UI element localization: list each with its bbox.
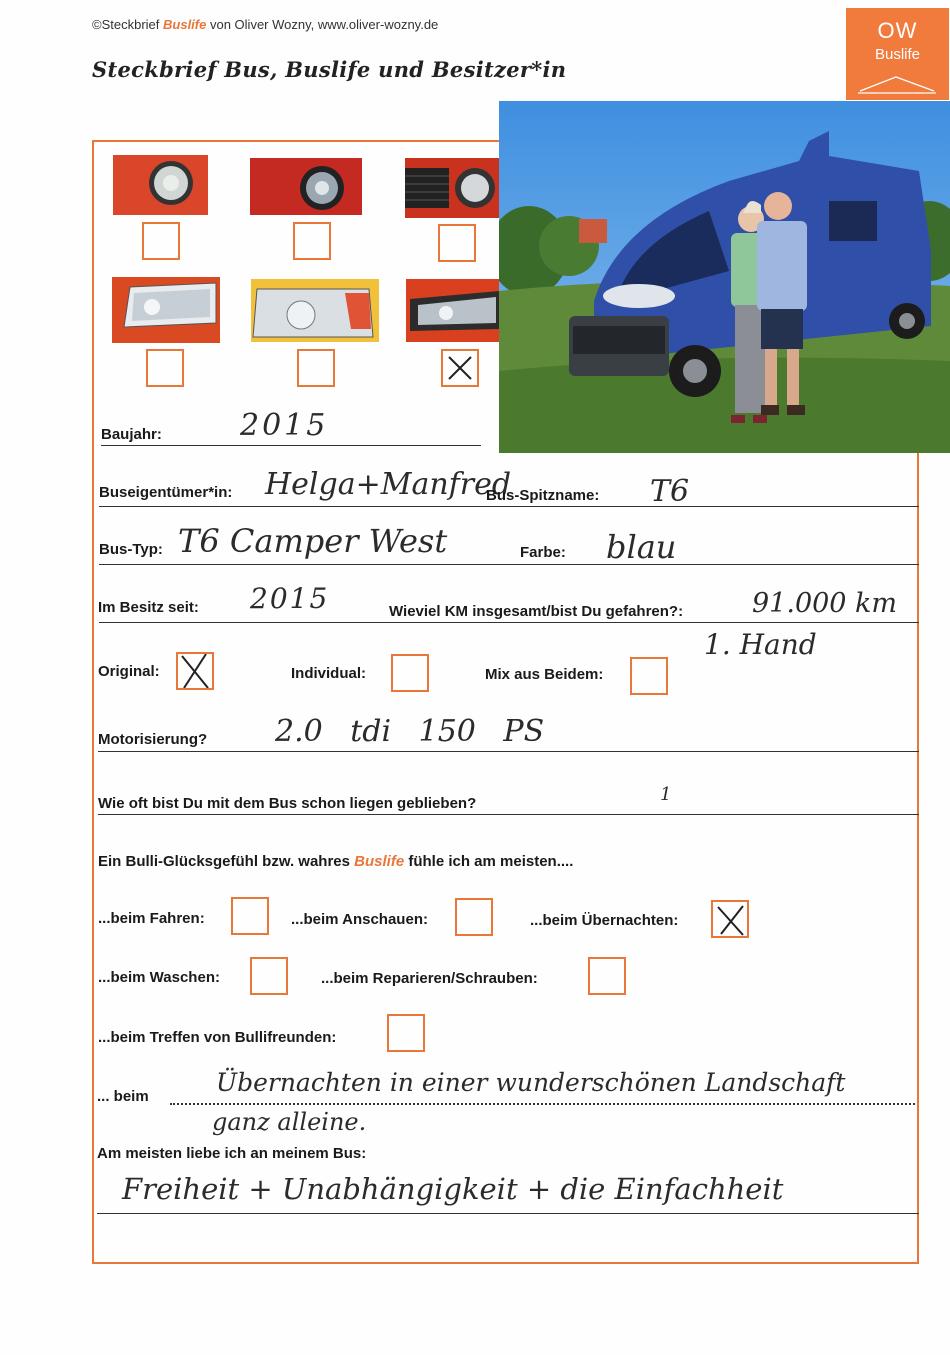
rect-headlight-image-3 bbox=[406, 279, 499, 342]
baujahr-value[interactable]: 2015 bbox=[240, 408, 329, 443]
type-line bbox=[99, 564, 919, 565]
since-label: Im Besitz seit: bbox=[98, 599, 199, 616]
waschen-checkbox[interactable] bbox=[250, 957, 288, 995]
checkbox-x-mark bbox=[178, 654, 212, 688]
rect-headlight-image-2 bbox=[251, 279, 379, 342]
round-headlight-image-2 bbox=[250, 158, 362, 215]
original-label: Original: bbox=[98, 663, 160, 680]
reparieren-checkbox[interactable] bbox=[588, 957, 626, 995]
uebernachten-label: ...beim Übernachten: bbox=[530, 912, 679, 929]
since-value[interactable]: 2015 bbox=[250, 582, 330, 615]
original-checkbox[interactable] bbox=[176, 652, 214, 690]
beim-value-line-1[interactable]: Übernachten in einer wunderschönen Landschaft bbox=[216, 1068, 846, 1097]
owner-value[interactable]: Helga+Manfred bbox=[265, 467, 512, 502]
bus-owners-photo bbox=[499, 101, 950, 453]
beim-dotted-line bbox=[170, 1103, 915, 1105]
beim-label: ... beim bbox=[97, 1088, 149, 1105]
nickname-label: Bus-Spitzname: bbox=[486, 487, 600, 504]
breakdown-value[interactable]: 1 bbox=[660, 784, 672, 805]
happiness-brand: Buslife bbox=[354, 853, 405, 870]
breakdown-label: Wie oft bist Du mit dem Bus schon liegen geblieben? bbox=[98, 795, 477, 812]
since-line bbox=[99, 622, 919, 623]
km-value[interactable]: 91.000 km bbox=[752, 588, 898, 619]
motor-value[interactable]: 2.0 tdi 150 PS bbox=[275, 714, 545, 749]
round-headlight-image-1 bbox=[113, 155, 208, 215]
ow-buslife-logo bbox=[846, 8, 949, 100]
logo-ow: OW bbox=[877, 18, 918, 43]
breakdown-line bbox=[98, 814, 919, 815]
headlight-checkbox-5[interactable] bbox=[297, 349, 335, 387]
round-headlight-image-3 bbox=[405, 158, 499, 218]
km-label: Wieviel KM insgesamt/bist Du gefahren?: bbox=[389, 603, 684, 620]
color-label: Farbe: bbox=[520, 544, 566, 561]
baujahr-label: Baujahr: bbox=[101, 426, 162, 443]
mix-label: Mix aus Beidem: bbox=[485, 666, 604, 683]
copyright-prefix: ©Steckbrief bbox=[92, 17, 160, 32]
anschauen-label: ...beim Anschauen: bbox=[291, 911, 428, 928]
motor-label: Motorisierung? bbox=[98, 731, 208, 748]
treffen-label: ...beim Treffen von Bullifreunden: bbox=[98, 1029, 337, 1046]
fahren-checkbox[interactable] bbox=[231, 897, 269, 935]
color-value[interactable]: blau bbox=[606, 528, 677, 566]
logo-road-icon bbox=[856, 73, 938, 95]
uebernachten-checkbox[interactable] bbox=[711, 900, 749, 938]
fahren-label: ...beim Fahren: bbox=[98, 910, 205, 927]
headlight-checkbox-3[interactable] bbox=[438, 224, 476, 262]
hand-note[interactable]: 1. Hand bbox=[704, 628, 817, 661]
headlight-checkbox-1[interactable] bbox=[142, 222, 180, 260]
waschen-label: ...beim Waschen: bbox=[98, 969, 220, 986]
happiness-prefix: Ein Bulli-Glücksgefühl bzw. wahres bbox=[98, 853, 350, 870]
reparieren-label: ...beim Reparieren/Schrauben: bbox=[321, 970, 538, 987]
bus-type-value[interactable]: T6 Camper West bbox=[178, 522, 448, 560]
treffen-checkbox[interactable] bbox=[387, 1014, 425, 1052]
mix-checkbox[interactable] bbox=[630, 657, 668, 695]
baujahr-line bbox=[101, 445, 481, 446]
individual-checkbox[interactable] bbox=[391, 654, 429, 692]
copyright-suffix: von Oliver Wozny, www.oliver-wozny.de bbox=[209, 17, 439, 32]
headlight-checkbox-2[interactable] bbox=[293, 222, 331, 260]
anschauen-checkbox[interactable] bbox=[455, 898, 493, 936]
happiness-heading bbox=[98, 853, 573, 870]
love-value[interactable]: Freiheit + Unabhängigkeit + die Einfachheit bbox=[122, 1172, 784, 1206]
logo-buslife: Buslife bbox=[874, 46, 921, 63]
nickname-value[interactable]: T6 bbox=[650, 474, 690, 509]
individual-label: Individual: bbox=[291, 665, 366, 682]
owner-line bbox=[99, 506, 919, 507]
rect-headlight-image-1 bbox=[112, 277, 220, 343]
copyright-line bbox=[92, 17, 438, 32]
checkbox-x-mark bbox=[713, 902, 747, 936]
happiness-suffix: fühle ich am meisten.... bbox=[408, 853, 574, 870]
headlight-checkbox-6[interactable] bbox=[441, 349, 479, 387]
page-title: Steckbrief Bus, Buslife und Besitzer*in bbox=[92, 57, 567, 82]
owner-label: Buseigentümer*in: bbox=[99, 484, 233, 501]
bus-type-label: Bus-Typ: bbox=[99, 541, 163, 558]
motor-line bbox=[98, 751, 919, 752]
copyright-brand: Buslife bbox=[163, 17, 207, 32]
headlight-checkbox-4[interactable] bbox=[146, 349, 184, 387]
love-line bbox=[97, 1213, 919, 1214]
checkbox-x-mark bbox=[443, 351, 477, 385]
beim-value-line-2[interactable]: ganz alleine. bbox=[212, 1108, 367, 1136]
love-label: Am meisten liebe ich an meinem Bus: bbox=[97, 1145, 367, 1162]
